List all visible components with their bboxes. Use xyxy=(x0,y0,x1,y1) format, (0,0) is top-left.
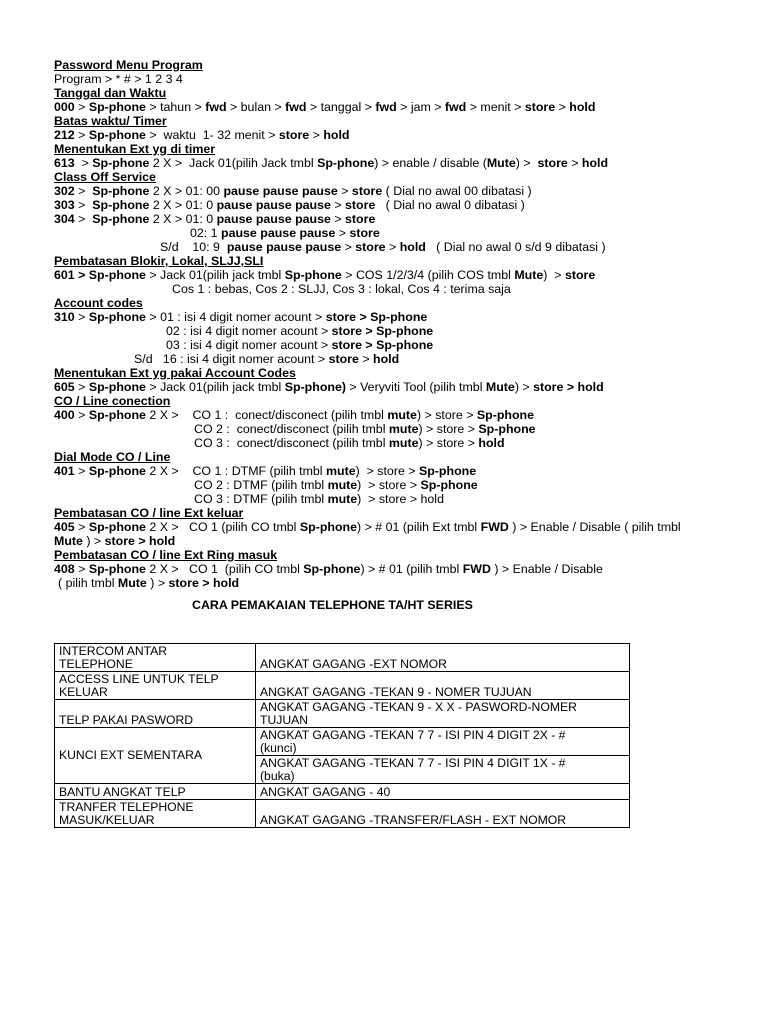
instruction-line xyxy=(54,562,603,576)
text-segment: CARA PEMAKAIAN TELEPHONE TA/HT SERIES xyxy=(192,598,473,612)
section-heading xyxy=(54,58,203,72)
text-segment: pause pause pause xyxy=(221,226,336,240)
text-segment: store xyxy=(345,198,376,212)
table-cell-feature: INTERCOM ANTAR TELEPHONE xyxy=(55,644,256,672)
text-segment: Tanggal dan Waktu xyxy=(54,86,167,100)
text-segment: Sp-phone xyxy=(478,422,536,436)
text-segment: Sp-phone xyxy=(303,562,361,576)
section-heading xyxy=(54,170,156,184)
table-cell-feature: ACCESS LINE UNTUK TELP KELUAR xyxy=(55,672,256,700)
text-segment: store xyxy=(278,128,310,142)
text-segment: ( Dial no awal 00 dibatasi ) xyxy=(382,184,532,198)
text-segment: > xyxy=(358,352,374,366)
instruction-line xyxy=(58,576,239,590)
text-segment: mute xyxy=(388,436,419,450)
text-segment: Batas waktu/ Timer xyxy=(54,114,167,128)
text-segment: store > hold xyxy=(104,534,176,548)
text-segment: > xyxy=(330,212,346,226)
instruction-line xyxy=(54,268,595,282)
text-segment: ) > Enable / Disable xyxy=(490,562,603,576)
text-segment: Menentukan Ext yg di timer xyxy=(54,142,216,156)
text-segment: Sp-phone xyxy=(88,380,146,394)
text-segment: hold xyxy=(581,156,609,170)
text-segment: 2 X > 01: 0 xyxy=(149,212,217,226)
text-segment: CO 2 : DTMF (pilih tmbl xyxy=(194,478,328,492)
instruction-line xyxy=(54,408,534,422)
text-segment: Sp-phone xyxy=(88,128,146,142)
instruction-line xyxy=(54,520,681,534)
text-segment: ) > # 01 (pilih Ext tmbl xyxy=(357,520,481,534)
text-segment: mute xyxy=(387,408,417,422)
text-segment: > xyxy=(74,184,93,198)
text-segment: 302 xyxy=(54,184,75,198)
text-segment: Sp-phone xyxy=(88,562,146,576)
text-segment: ) > store > xyxy=(357,478,421,492)
text-segment: 613 xyxy=(54,156,75,170)
text-segment: > COS 1/2/3/4 (pilih COS tmbl xyxy=(341,268,515,282)
table-row xyxy=(55,672,630,700)
text-segment: > xyxy=(335,226,350,240)
section-heading xyxy=(54,254,263,268)
text-segment: store xyxy=(524,100,556,114)
text-segment: > xyxy=(74,128,89,142)
text-segment: hold xyxy=(323,128,350,142)
text-segment: store > Sp-phone xyxy=(331,324,434,338)
text-segment: mute xyxy=(326,464,356,478)
text-segment: ) > enable / disable ( xyxy=(374,156,487,170)
instruction-line xyxy=(54,534,175,548)
text-segment: ) > # 01 (pilih tmbl xyxy=(360,562,463,576)
text-segment: Sp-phone xyxy=(88,464,146,478)
instruction-line xyxy=(134,352,399,366)
text-segment: CO / Line conection xyxy=(54,394,171,408)
text-segment: fwd xyxy=(444,100,467,114)
text-segment: Mute xyxy=(485,380,515,394)
text-segment: Sp-phone xyxy=(92,212,150,226)
text-segment: ) > xyxy=(146,576,169,590)
text-segment: mute xyxy=(388,422,419,436)
text-segment: 2 X > 01: 00 xyxy=(149,184,224,198)
text-segment: CO 3 : DTMF (pilih tmbl xyxy=(194,492,328,506)
text-segment: 601 > Sp-phone xyxy=(54,268,146,282)
text-segment: ( pilih tmbl xyxy=(58,576,118,590)
section-heading xyxy=(54,114,167,128)
text-segment: fwd xyxy=(205,100,227,114)
text-segment: CO 2 : conect/disconect (pilih tmbl xyxy=(194,422,389,436)
text-segment: Sp-phone xyxy=(88,100,146,114)
text-segment: > waktu 1- 32 menit > xyxy=(145,128,279,142)
section-heading xyxy=(54,86,166,100)
text-segment: 401 xyxy=(54,464,75,478)
text-segment: > xyxy=(74,520,89,534)
text-segment: store xyxy=(564,268,596,282)
text-segment: pause pause pause xyxy=(223,184,338,198)
instruction-line xyxy=(166,338,433,352)
text-segment: pause pause pause xyxy=(216,212,331,226)
text-segment: > xyxy=(337,184,352,198)
text-segment: store > Sp-phone xyxy=(325,310,428,324)
instruction-line xyxy=(160,240,606,254)
instruction-line xyxy=(172,282,511,296)
section-heading xyxy=(54,450,170,464)
text-segment: > Jack 01(pilih jack tmbl xyxy=(145,380,285,394)
text-segment: Pembatasan Blokir, Lokal, SLJJ,SLI xyxy=(54,254,264,268)
text-segment: ) > xyxy=(514,380,534,394)
instruction-line xyxy=(54,100,595,114)
instruction-line xyxy=(54,198,525,212)
text-segment: store xyxy=(345,212,376,226)
text-segment: Sp-phone xyxy=(88,408,146,422)
section-heading xyxy=(54,394,170,408)
text-segment: 2 X > CO 1 (pilih CO tmbl xyxy=(145,562,304,576)
table-cell-procedure: ANGKAT GAGANG -TEKAN 7 7 - ISI PIN 4 DIGIT 1X - # (buka) xyxy=(256,756,630,784)
instruction-line xyxy=(54,212,375,226)
table-row xyxy=(55,728,630,756)
page-title xyxy=(192,598,473,612)
text-segment: 2 X > CO 1 (pilih CO tmbl xyxy=(145,520,300,534)
text-segment: > xyxy=(74,562,89,576)
text-segment: 212 xyxy=(54,128,75,142)
text-segment: > tahun > xyxy=(145,100,206,114)
text-segment: 605 xyxy=(54,380,75,394)
text-segment: > xyxy=(341,240,356,254)
table-cell-procedure: ANGKAT GAGANG -TEKAN 9 - NOMER TUJUAN xyxy=(256,672,630,700)
text-segment: pause pause pause xyxy=(216,198,331,212)
text-segment: mute xyxy=(327,478,358,492)
text-segment: Sp-phone xyxy=(88,520,146,534)
text-segment: Dial Mode CO / Line xyxy=(54,450,171,464)
text-segment: ) > store > xyxy=(416,408,477,422)
text-segment: 2 X > Jack 01(pilih Jack tmbl xyxy=(149,156,318,170)
text-segment: Sp-phone xyxy=(284,268,342,282)
text-segment: 400 xyxy=(54,408,75,422)
text-segment: Pembatasan CO / line Ext keluar xyxy=(54,506,244,520)
text-segment: 2 X > CO 1 : conect/disconect (pilih tmbl xyxy=(145,408,388,422)
instruction-line xyxy=(194,492,444,506)
text-segment: hold xyxy=(373,352,400,366)
text-segment: > xyxy=(567,156,582,170)
text-segment: > xyxy=(74,212,93,226)
text-segment: Sp-phone xyxy=(299,520,357,534)
instruction-line xyxy=(54,184,532,198)
text-segment: Sp-phone xyxy=(92,198,150,212)
table-cell-procedure: ANGKAT GAGANG -EXT NOMOR xyxy=(256,644,630,672)
text-segment: > xyxy=(74,198,93,212)
usage-table xyxy=(54,643,630,828)
section-heading xyxy=(54,142,215,156)
text-segment: 303 xyxy=(54,198,75,212)
text-segment: store xyxy=(351,184,383,198)
text-segment: 2 X > CO 1 : DTMF (pilih tmbl xyxy=(145,464,326,478)
text-segment: ) > store > xyxy=(418,436,479,450)
text-segment: > xyxy=(309,128,324,142)
text-segment: Sp-phone xyxy=(92,156,150,170)
instruction-line xyxy=(194,436,505,450)
table-cell-feature: TRANFER TELEPHONE MASUK/KELUAR xyxy=(55,800,256,828)
section-heading xyxy=(54,506,243,520)
text-segment: 02: 1 xyxy=(190,226,222,240)
text-segment: Mute xyxy=(514,268,544,282)
text-segment: Sp-phone xyxy=(476,408,535,422)
instruction-line xyxy=(54,72,183,86)
text-segment: store > hold xyxy=(533,380,604,394)
instruction-line xyxy=(54,310,427,324)
table-row xyxy=(55,800,630,828)
text-segment: hold xyxy=(399,240,426,254)
table-row xyxy=(55,784,630,800)
text-segment: 03 : isi 4 digit nomer acount > xyxy=(166,338,332,352)
text-segment: Sp-phone) xyxy=(284,380,346,394)
text-segment: Sp-phone xyxy=(88,310,146,324)
table-cell-procedure: ANGKAT GAGANG - 40 xyxy=(256,784,630,800)
text-segment: Sp-phone xyxy=(92,184,150,198)
table-cell-procedure: ANGKAT GAGANG -TEKAN 9 - X X - PASWORD-NOMER TUJUAN xyxy=(256,700,630,728)
table-cell-feature: TELP PAKAI PASWORD xyxy=(55,700,256,728)
section-heading xyxy=(54,548,277,562)
text-segment: > xyxy=(555,100,570,114)
text-segment: > Veryviti Tool (pilih tmbl xyxy=(345,380,486,394)
text-segment: Menentukan Ext yg pakai Account Codes xyxy=(54,366,296,380)
text-segment: Cos 1 : bebas, Cos 2 : SLJJ, Cos 3 : lokal, Cos 4 : terima saja xyxy=(172,282,511,296)
text-segment: ( Dial no awal 0 s/d 9 dibatasi ) xyxy=(425,240,606,254)
text-segment: Account codes xyxy=(54,296,143,310)
text-segment: ) > Enable / Disable ( pilih tmbl xyxy=(508,520,681,534)
text-segment: 2 X > 01: 0 xyxy=(149,198,217,212)
instruction-line xyxy=(54,464,476,478)
text-segment: > xyxy=(74,380,89,394)
text-segment: ) > xyxy=(543,268,565,282)
instruction-line xyxy=(54,380,604,394)
text-segment: store xyxy=(349,226,380,240)
text-segment: store xyxy=(355,240,386,254)
text-segment: FWD xyxy=(462,562,491,576)
text-segment: > 01 : isi 4 digit nomer acount > xyxy=(145,310,326,324)
instruction-line xyxy=(166,324,433,338)
text-segment: Sp-phone xyxy=(420,478,478,492)
text-segment: > bulan > xyxy=(226,100,286,114)
text-segment: Class Off Service xyxy=(54,170,156,184)
text-segment: ) > xyxy=(82,534,105,548)
text-segment: 000 xyxy=(54,100,75,114)
text-segment: 304 xyxy=(54,212,75,226)
text-segment: > xyxy=(74,156,93,170)
text-segment: > xyxy=(74,100,89,114)
text-segment: hold xyxy=(478,436,505,450)
text-segment: CO 3 : conect/disconect (pilih tmbl xyxy=(194,436,389,450)
text-segment: > xyxy=(330,198,346,212)
text-segment: fwd xyxy=(375,100,397,114)
section-heading xyxy=(54,366,296,380)
text-segment: ) > store > hold xyxy=(357,492,444,506)
text-segment: fwd xyxy=(285,100,307,114)
table-cell-procedure: ANGKAT GAGANG -TEKAN 7 7 - ISI PIN 4 DIGIT 2X - # (kunci) xyxy=(256,728,630,756)
table-cell-feature: KUNCI EXT SEMENTARA xyxy=(55,728,256,784)
text-segment: 408 xyxy=(54,562,75,576)
text-segment: pause pause pause xyxy=(226,240,342,254)
text-segment: mute xyxy=(327,492,358,506)
text-segment: ) > store > xyxy=(355,464,419,478)
text-segment: > xyxy=(74,464,89,478)
text-segment: store > hold xyxy=(168,576,240,590)
text-segment: > tanggal > xyxy=(306,100,376,114)
text-segment: 310 xyxy=(54,310,75,324)
instruction-line xyxy=(194,478,478,492)
text-segment: ( Dial no awal 0 dibatasi ) xyxy=(375,198,525,212)
instruction-line xyxy=(54,128,349,142)
text-segment: Mute xyxy=(486,156,516,170)
text-segment: ) > store > xyxy=(418,422,479,436)
text-segment: store xyxy=(537,156,568,170)
instruction-line xyxy=(194,422,536,436)
instruction-line xyxy=(190,226,380,240)
table-cell-feature: BANTU ANGKAT TELP xyxy=(55,784,256,800)
text-segment: store > Sp-phone xyxy=(331,338,434,352)
text-segment: > xyxy=(74,408,89,422)
text-segment: ) > xyxy=(515,156,538,170)
text-segment: > Jack 01(pilih jack tmbl xyxy=(145,268,285,282)
text-segment: store xyxy=(328,352,359,366)
text-segment: 02 : isi 4 digit nomer acount > xyxy=(166,324,332,338)
text-segment: Mute xyxy=(54,534,83,548)
table-cell-procedure: ANGKAT GAGANG -TRANSFER/FLASH - EXT NOMOR xyxy=(256,800,630,828)
text-segment: Sp-phone xyxy=(317,156,375,170)
text-segment: FWD xyxy=(480,520,509,534)
text-segment: > xyxy=(74,310,89,324)
text-segment: S/d 16 : isi 4 digit nomer acount > xyxy=(134,352,329,366)
text-segment: > xyxy=(385,240,400,254)
text-segment: > jam > xyxy=(396,100,445,114)
text-segment: Program > * # > 1 2 3 4 xyxy=(54,72,183,86)
text-segment: Pembatasan CO / line Ext Ring masuk xyxy=(54,548,278,562)
text-segment: hold xyxy=(569,100,596,114)
text-segment: Sp-phone xyxy=(418,464,477,478)
table-row xyxy=(55,700,630,728)
section-heading xyxy=(54,296,143,310)
text-segment: > menit > xyxy=(466,100,525,114)
table-row xyxy=(55,644,630,672)
instruction-line xyxy=(54,156,608,170)
text-segment: S/d 10: 9 xyxy=(160,240,227,254)
text-segment: 405 xyxy=(54,520,75,534)
text-segment: Mute xyxy=(117,576,147,590)
text-segment: Password Menu Program xyxy=(54,58,203,72)
